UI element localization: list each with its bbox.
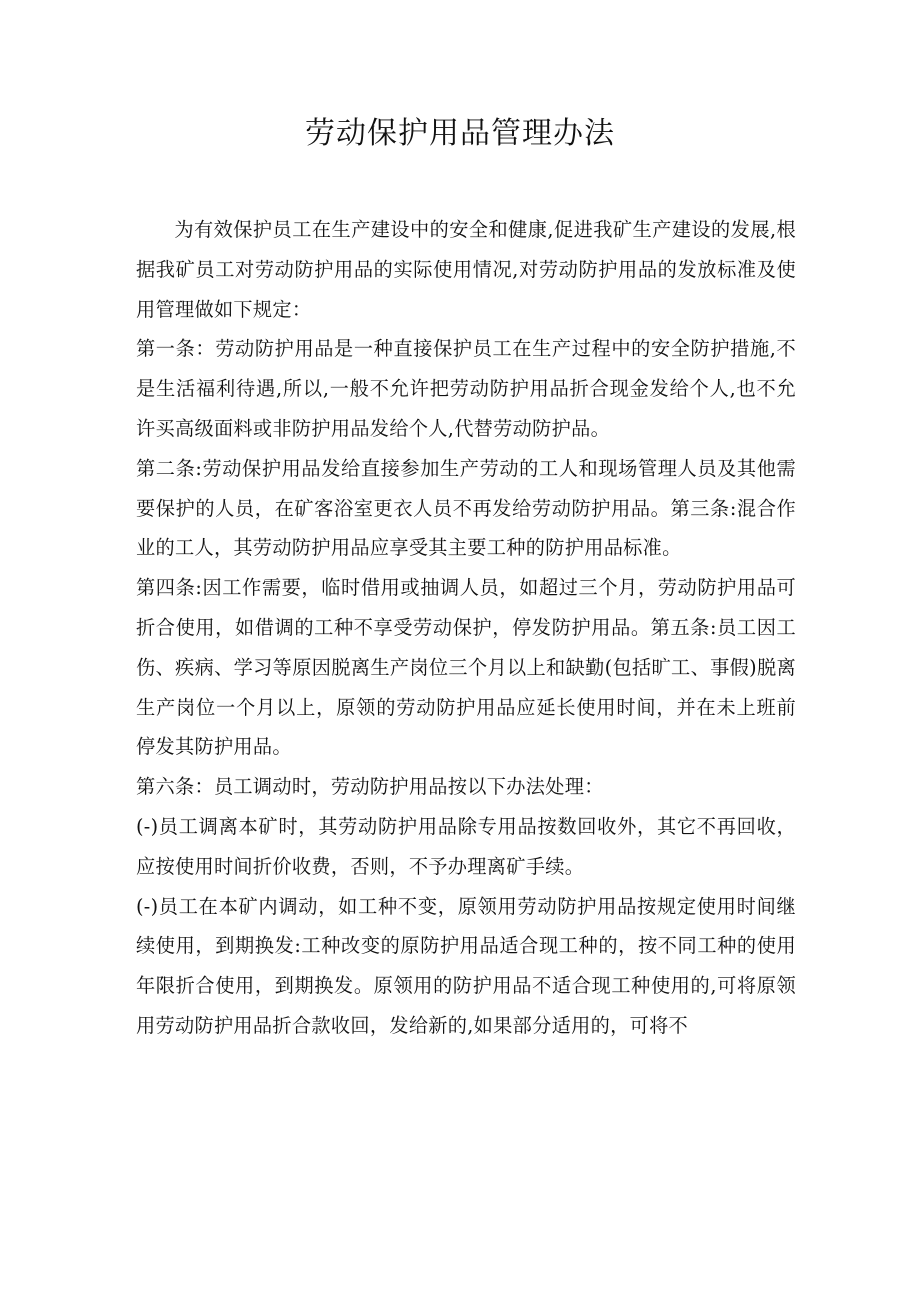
paragraph-item-2: (-)员工在本矿内调动，如工种不变，原领用劳动防护用品按规定使用时间继续使用，到期换发:工种改变的原防护用品适合现工种的，按不同工种的使用年限折合使用，到期换发。原领用的防护用品不适合现工种使用的,可将原领用劳动防护用品折合款收回，发给新的,如果部分适用的，可将不: [136, 894, 796, 1037]
paragraph-article-2-3: 第二条:劳动保护用品发给直接参加生产劳动的工人和现场管理人员及其他需要保护的人员，在矿客浴室更衣人员不再发给劳动防护用品。第三条:混合作业的工人，其劳动防护用品应享受其主要工种的防护用品标准。: [136, 456, 796, 560]
paragraph-article-1: 第一条：劳动防护用品是一种直接保护员工在生产过程中的安全防护措施,不是生活福利待遇,所以,一般不允许把劳动防护用品折合现金发给个人,也不允许买高级面料或非防护用品发给个人,代替劳动防护品。: [136, 337, 796, 440]
paragraph-article-4-5: 第四条:因工作需要，临时借用或抽调人员，如超过三个月，劳动防护用品可折合使用，如借调的工种不享受劳动保护，停发防护用品。第五条:员工因工伤、疾病、学习等原因脱离生产岗位三个月以上和缺勤(包括旷工、事假)脱离生产岗位一个月以上，原领的劳动防护用品应延长使用时间，并在未上班前停发其防护用品。: [136, 576, 796, 759]
document-title: 劳动保护用品管理办法: [305, 116, 615, 151]
paragraph-intro: 为有效保护员工在生产建设中的安全和健康,促进我矿生产建设的发展,根据我矿员工对劳动防护用品的实际使用情况,对劳动防护用品的发放标准及使用管理做如下规定：: [136, 218, 796, 321]
document-body: [136, 210, 796, 1046]
paragraph-article-6: 第六条：员工调动时，劳动防护用品按以下办法处理：: [136, 775, 604, 799]
paragraph-item-1: (-)员工调离本矿时，其劳动防护用品除专用品按数回收外，其它不再回收，应按使用时间折价收费，否则，不予办理离矿手续。: [136, 814, 796, 878]
